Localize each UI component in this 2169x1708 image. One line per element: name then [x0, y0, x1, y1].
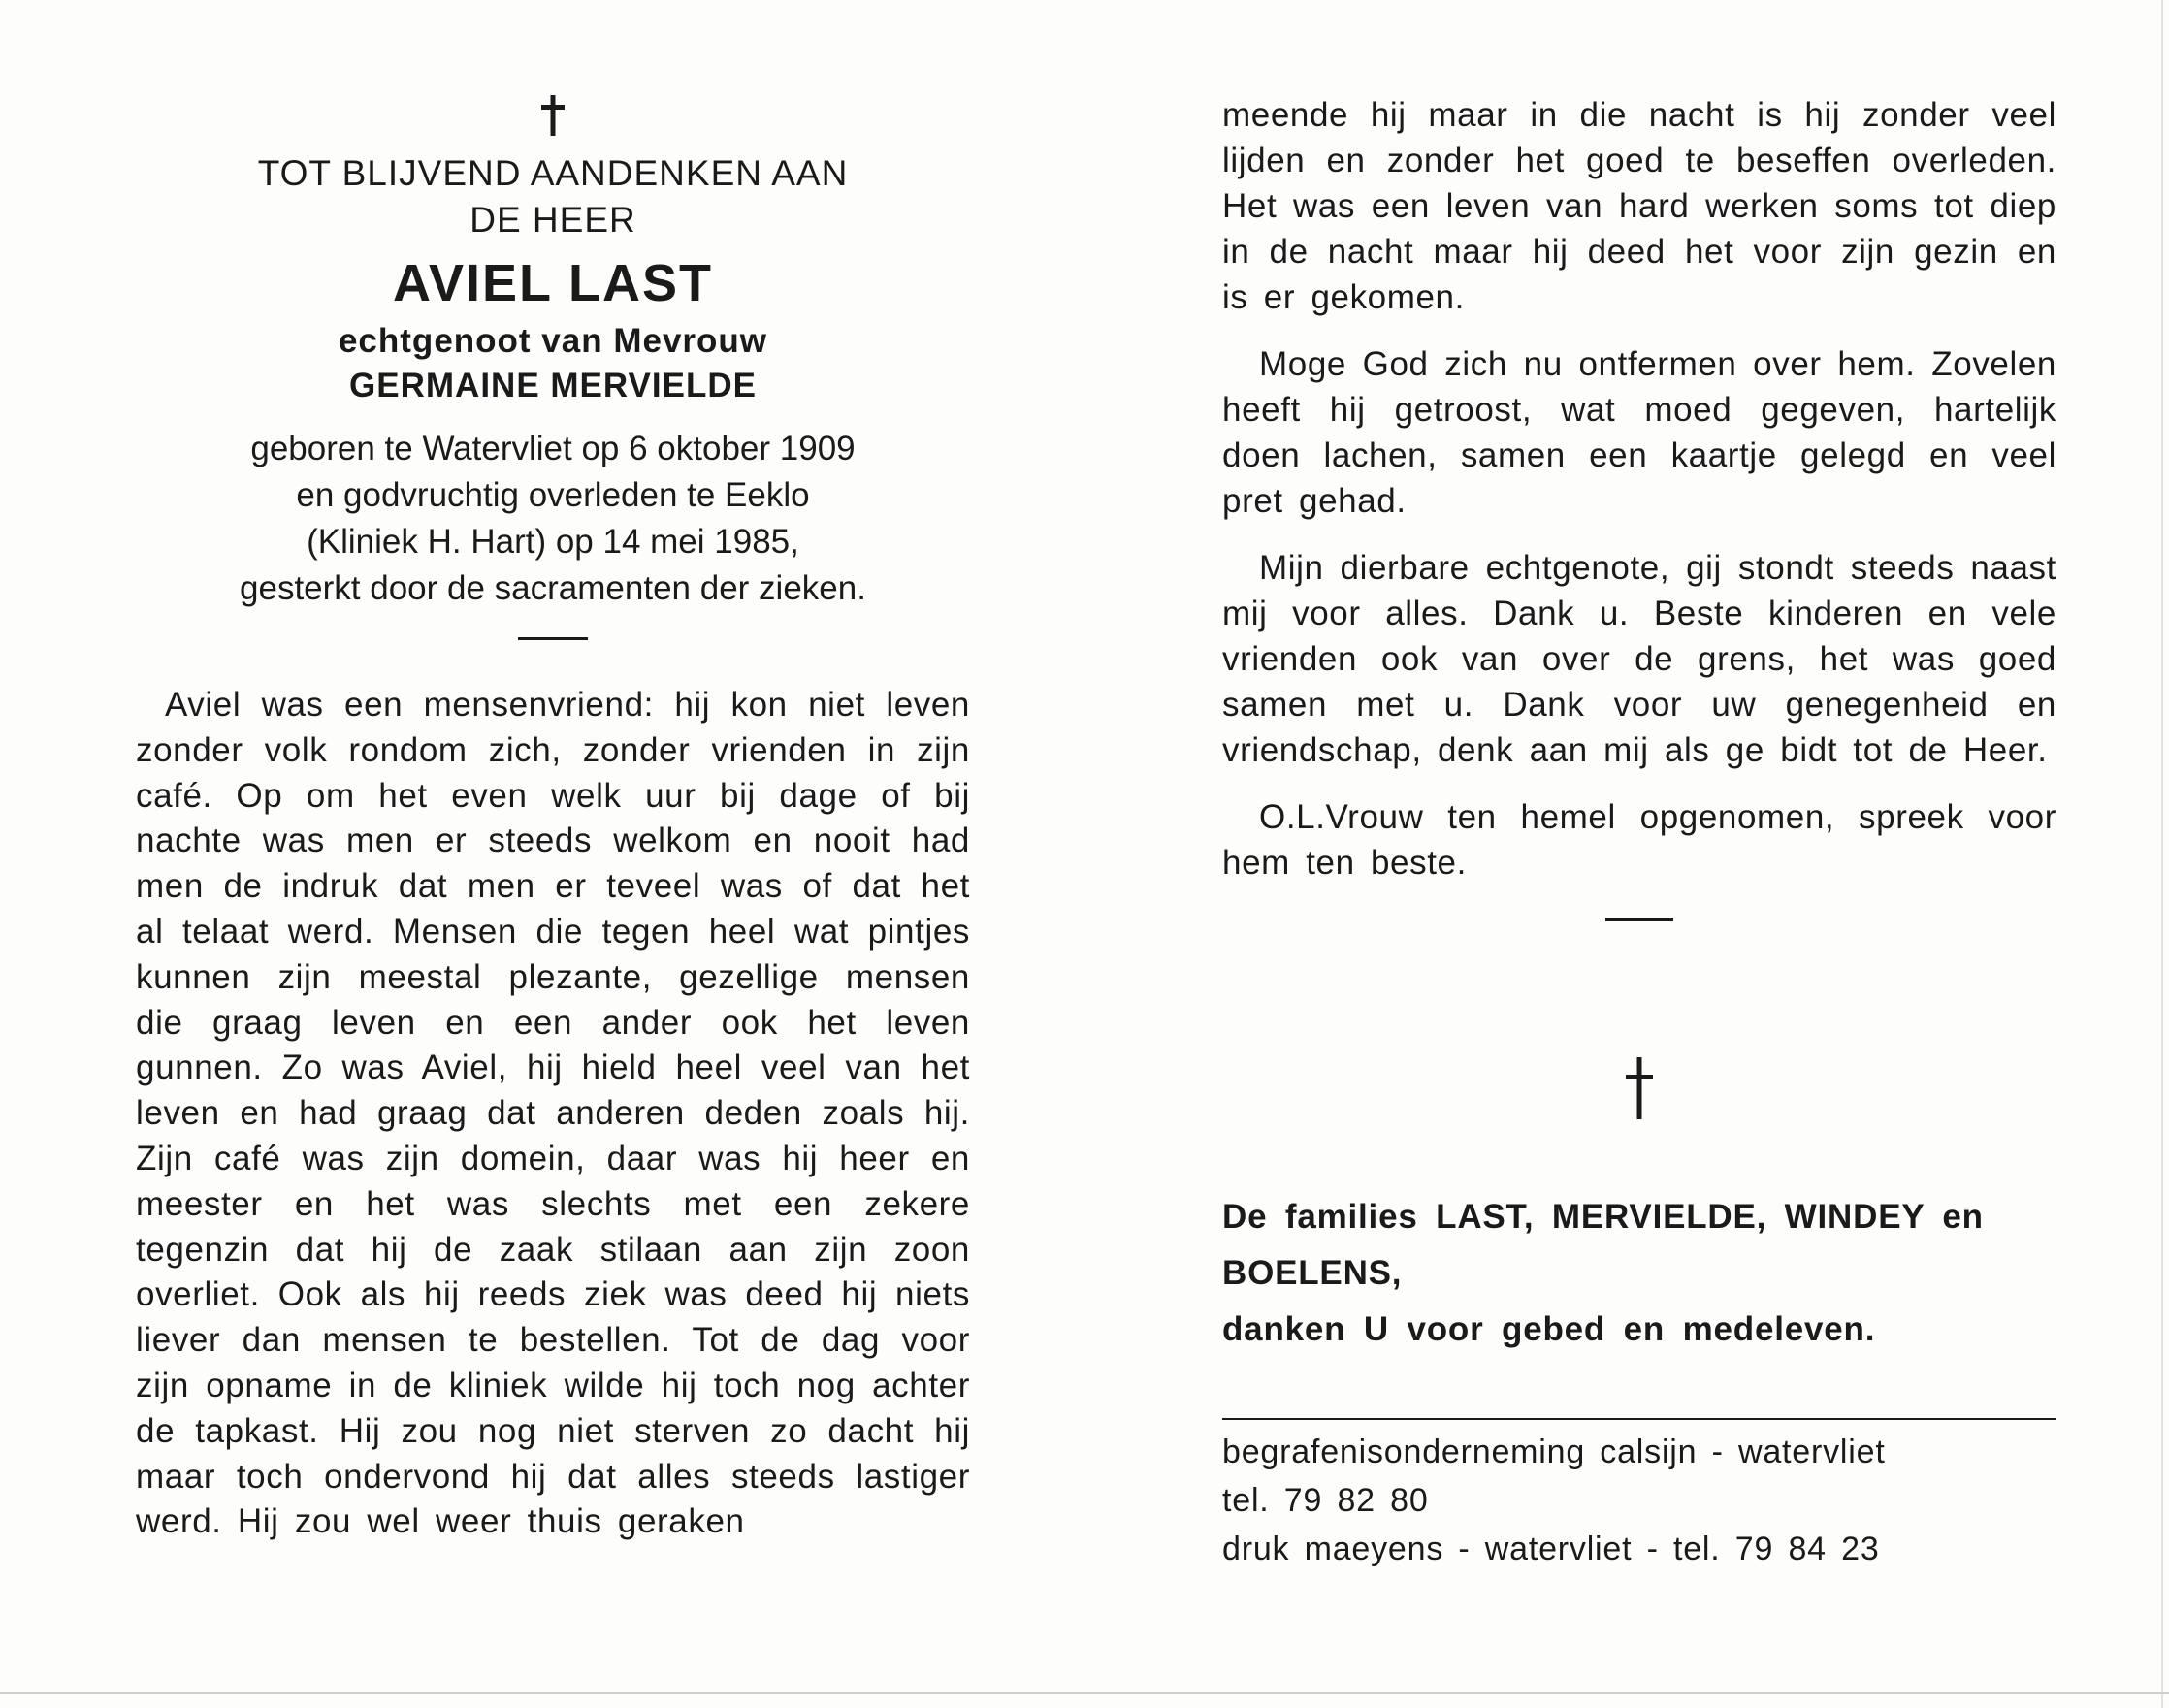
divider	[1605, 918, 1673, 921]
right-column	[1222, 92, 2056, 1573]
paragraph: meende hij maar in die nacht is hij zonder veel lijden en zonder het goed te beseffen overleden. Het was een leven van hard werken soms tot diep in de nacht maar hij deed het voor zijn gezin en is er gekomen.	[1222, 96, 2056, 316]
divider	[1222, 1418, 2056, 1420]
spouse-info	[136, 319, 970, 408]
spouse-line: echtgenoot van Mevrouw	[338, 322, 768, 360]
detail-line: (Kliniek H. Hart) op 14 mei 1985,	[307, 523, 799, 561]
imprint-line: tel. 79 82 80	[1222, 1482, 1429, 1519]
family-line: danken U voor gebed en medeleven.	[1222, 1310, 1876, 1348]
biography-text: Aviel was een mensenvriend: hij kon niet leven zonder volk rondom zich, zonder vrienden in zijn café. Op om het even welk uur bij dage of bij nachte was men er steeds welkom en nooit had men de indruk dat men er teveel was of dat het al telaat werd. Mensen die tegen heel wat pintjes kunnen zijn meestal plezante, gezellige mensen die graag leven en een ander ook het leven gunnen. Zo was Aviel, hij hield heel veel van het leven en had graag dat anderen deden zoals hij. Zijn café was zijn domein, daar was hij heer en meester en het was slechts met een zekere tegenzin dat hij de zaak stilaan aan zijn zoon overliet. Ook als hij reeds ziek was deed hij niets liever dan mensen te bestellen. Tot de dag voor zijn opname in de kliniek wilde hij toch nog achter de tapkast. Hij zou nog niet sterven zo dacht hij maar toch ondervond hij dat alles steeds lastiger werd. Hij zou wel weer thuis geraken	[136, 686, 970, 1541]
detail-line: geboren te Watervliet op 6 oktober 1909	[250, 430, 856, 467]
paragraph: Moge God zich nu ontfermen over hem. Zovelen heeft hij getroost, wat moed gegeven, hartelijk doen lachen, samen een kaartje gelegd en veel pret gehad.	[1222, 345, 2056, 520]
cross-icon	[538, 92, 567, 139]
dedication	[136, 150, 970, 243]
divider	[518, 637, 588, 640]
family-line: De families LAST, MERVIELDE, WINDEY en	[1222, 1198, 1984, 1236]
imprint-line: begrafenisonderneming calsijn - watervliet	[1222, 1434, 1886, 1470]
detail-line: gesterkt door de sacramenten der zieken.	[240, 569, 866, 607]
dedication-line: TOT BLIJVEND AANDENKEN AAN	[257, 153, 849, 193]
paragraph: Mijn dierbare echtgenote, gij stondt steeds naast mij voor alles. Dank u. Beste kinderen en vele vrienden ook van over de grens, het was goed samen met u. Dank voor uw genegenheid en vriendschap, denk aan mij als ge bidt tot de Heer.	[1222, 549, 2056, 769]
family-thanks	[1222, 1189, 2056, 1358]
paragraph: O.L.Vrouw ten hemel opgenomen, spreek voor hem ten beste.	[1222, 798, 2056, 882]
card-header	[136, 92, 970, 640]
detail-line: en godvruchtig overleden te Eeklo	[296, 476, 810, 514]
spouse-name: GERMAINE MERVIELDE	[349, 367, 757, 404]
deceased-name: AVIEL LAST	[392, 254, 714, 312]
dedication-line: DE HEER	[469, 200, 636, 240]
left-column	[136, 92, 970, 1545]
imprint	[1222, 1428, 2056, 1573]
card-edge-right	[2161, 0, 2163, 1708]
family-line: BOELENS,	[1222, 1254, 1403, 1292]
card-edge-bottom	[0, 1692, 2169, 1694]
cross-icon	[1620, 1055, 1659, 1121]
life-details	[136, 426, 970, 612]
imprint-line: druk maeyens - watervliet - tel. 79 84 23	[1222, 1531, 1880, 1567]
